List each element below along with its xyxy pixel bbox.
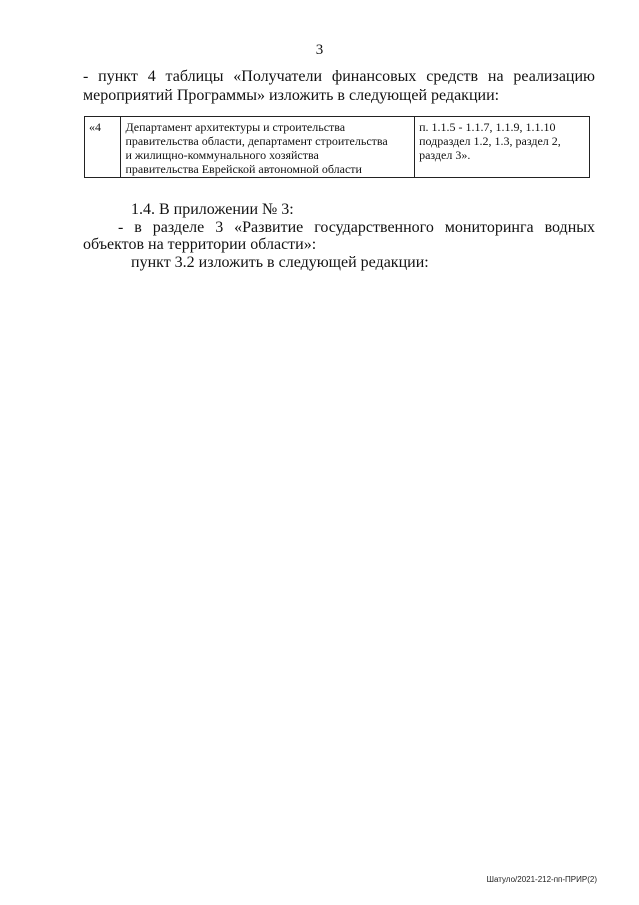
recipient-line: правительства области, департамент строительства [125, 134, 388, 148]
recipient-cell [121, 117, 415, 178]
recipients-table [84, 116, 590, 178]
document-code: Шатуло/2021-212-пп-ПРИР(2) [486, 875, 597, 884]
intro-line-2: мероприятий Программы» изложить в следующей редакции: [83, 87, 500, 104]
section-line-2: объектов на территории области»: [83, 236, 317, 253]
table-row [85, 117, 590, 178]
program-items-line: п. 1.1.5 - 1.1.7, 1.1.9, 1.1.10 [419, 120, 556, 134]
section-line-1: - в разделе 3 «Развитие государственного мониторинга водных [118, 219, 595, 236]
row-number-cell: «4 [85, 117, 121, 178]
recipient-line: и жилищно-коммунального хозяйства [125, 148, 319, 162]
recipient-line: правительства Еврейской автономной области [125, 162, 362, 176]
program-items-line: раздел 3». [419, 148, 471, 162]
intro-line-1: - пункт 4 таблицы «Получатели финансовых средств на реализацию [83, 68, 595, 85]
program-items-line: подраздел 1.2, 1.3, раздел 2, [419, 134, 561, 148]
section-heading: 1.4. В приложении № 3: [131, 201, 294, 218]
program-items-cell [415, 117, 590, 178]
section-line-3: пункт 3.2 изложить в следующей редакции: [131, 254, 429, 271]
recipient-line: Департамент архитектуры и строительства [125, 120, 346, 134]
page-number: 3 [315, 42, 324, 58]
